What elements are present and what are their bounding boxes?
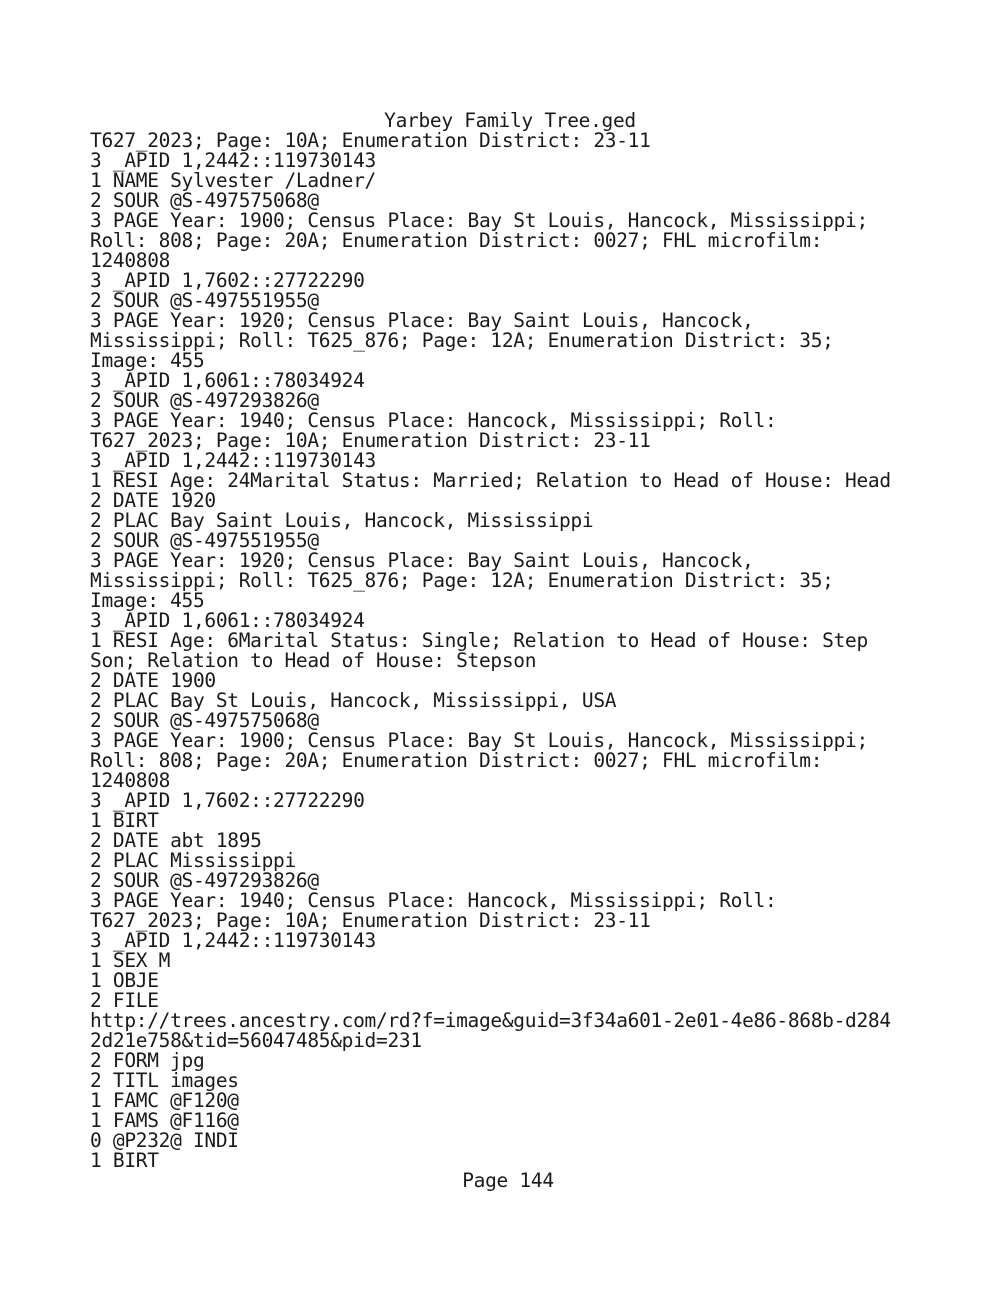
gedcom-line: Mississippi; Roll: T625_876; Page: 12A; Enumeration District: 35;: [90, 569, 834, 592]
gedcom-line: Mississippi; Roll: T625_876; Page: 12A; Enumeration District: 35;: [90, 329, 834, 352]
gedcom-line: 2 SOUR @S-497551955@: [90, 289, 319, 312]
gedcom-line: 2 DATE 1920: [90, 489, 216, 512]
gedcom-line: 3 PAGE Year: 1920; Census Place: Bay Saint Louis, Hancock,: [90, 309, 754, 332]
gedcom-line: 2 PLAC Bay Saint Louis, Hancock, Mississippi: [90, 509, 594, 532]
gedcom-line: 1 BIRT: [90, 1149, 159, 1172]
gedcom-line: 3 PAGE Year: 1900; Census Place: Bay St Louis, Hancock, Mississippi;: [90, 729, 868, 752]
gedcom-line: 3 PAGE Year: 1900; Census Place: Bay St Louis, Hancock, Mississippi;: [90, 209, 868, 232]
gedcom-line: 2 SOUR @S-497551955@: [90, 529, 319, 552]
gedcom-line: 3 _APID 1,6061::78034924: [90, 609, 365, 632]
gedcom-line: 1 RESI Age: 24Marital Status: Married; Relation to Head of House: Head: [90, 469, 891, 492]
gedcom-line: 3 _APID 1,6061::78034924: [90, 369, 365, 392]
gedcom-line: 2 DATE abt 1895: [90, 829, 262, 852]
gedcom-line: 1 FAMS @F116@: [90, 1109, 239, 1132]
gedcom-line: http://trees.ancestry.com/rd?f=image&guid=3f34a601-2e01-4e86-868b-d284: [90, 1009, 891, 1032]
gedcom-line: Son; Relation to Head of House: Stepson: [90, 649, 537, 672]
gedcom-line: 2 FORM jpg: [90, 1049, 205, 1072]
gedcom-line: 3 PAGE Year: 1940; Census Place: Hancock, Mississippi; Roll:: [90, 889, 777, 912]
gedcom-line: T627_2023; Page: 10A; Enumeration District: 23-11: [90, 909, 651, 932]
gedcom-line: 2 SOUR @S-497293826@: [90, 389, 319, 412]
gedcom-line: 3 _APID 1,7602::27722290: [90, 789, 365, 812]
gedcom-line: 2 FILE: [90, 989, 159, 1012]
gedcom-line: 3 _APID 1,7602::27722290: [90, 269, 365, 292]
gedcom-line: 3 _APID 1,2442::119730143: [90, 929, 377, 952]
gedcom-line: 1 OBJE: [90, 969, 159, 992]
gedcom-line: 2 SOUR @S-497575068@: [90, 189, 319, 212]
gedcom-line: 1 FAMC @F120@: [90, 1089, 239, 1112]
gedcom-line: T627_2023; Page: 10A; Enumeration District: 23-11: [90, 429, 651, 452]
gedcom-line: 0 @P232@ INDI: [90, 1129, 239, 1152]
gedcom-line: 2 TITL images: [90, 1069, 239, 1092]
gedcom-line: Roll: 808; Page: 20A; Enumeration District: 0027; FHL microfilm:: [90, 749, 823, 772]
gedcom-line: 1 RESI Age: 6Marital Status: Single; Relation to Head of House: Step: [90, 629, 868, 652]
gedcom-line: 3 _APID 1,2442::119730143: [90, 449, 377, 472]
gedcom-line: Image: 455: [90, 589, 205, 612]
gedcom-line: Image: 455: [90, 349, 205, 372]
gedcom-line: 1240808: [90, 249, 171, 272]
gedcom-line: 1 SEX M: [90, 949, 171, 972]
gedcom-line: 2 SOUR @S-497575068@: [90, 709, 319, 732]
gedcom-line: 2 PLAC Bay St Louis, Hancock, Mississippi, USA: [90, 689, 617, 712]
gedcom-line: 3 PAGE Year: 1940; Census Place: Hancock, Mississippi; Roll:: [90, 409, 777, 432]
gedcom-line: 2 SOUR @S-497293826@: [90, 869, 319, 892]
gedcom-line: Roll: 808; Page: 20A; Enumeration District: 0027; FHL microfilm:: [90, 229, 823, 252]
gedcom-line: 1240808: [90, 769, 171, 792]
gedcom-line: T627_2023; Page: 10A; Enumeration District: 23-11: [90, 129, 651, 152]
page-number: Page 144: [462, 1169, 554, 1192]
document-title: Yarbey Family Tree.ged: [384, 109, 636, 132]
gedcom-record-list: [90, 131, 970, 1171]
gedcom-line: 2 DATE 1900: [90, 669, 216, 692]
gedcom-line: 2 PLAC Mississippi: [90, 849, 296, 872]
gedcom-line: 3 _APID 1,2442::119730143: [90, 149, 377, 172]
gedcom-line: 1 BIRT: [90, 809, 159, 832]
gedcom-line: 1 NAME Sylvester /Ladner/: [90, 169, 377, 192]
gedcom-line: 2d21e758&tid=56047485&pid=231: [90, 1029, 422, 1052]
gedcom-line: 3 PAGE Year: 1920; Census Place: Bay Saint Louis, Hancock,: [90, 549, 754, 572]
